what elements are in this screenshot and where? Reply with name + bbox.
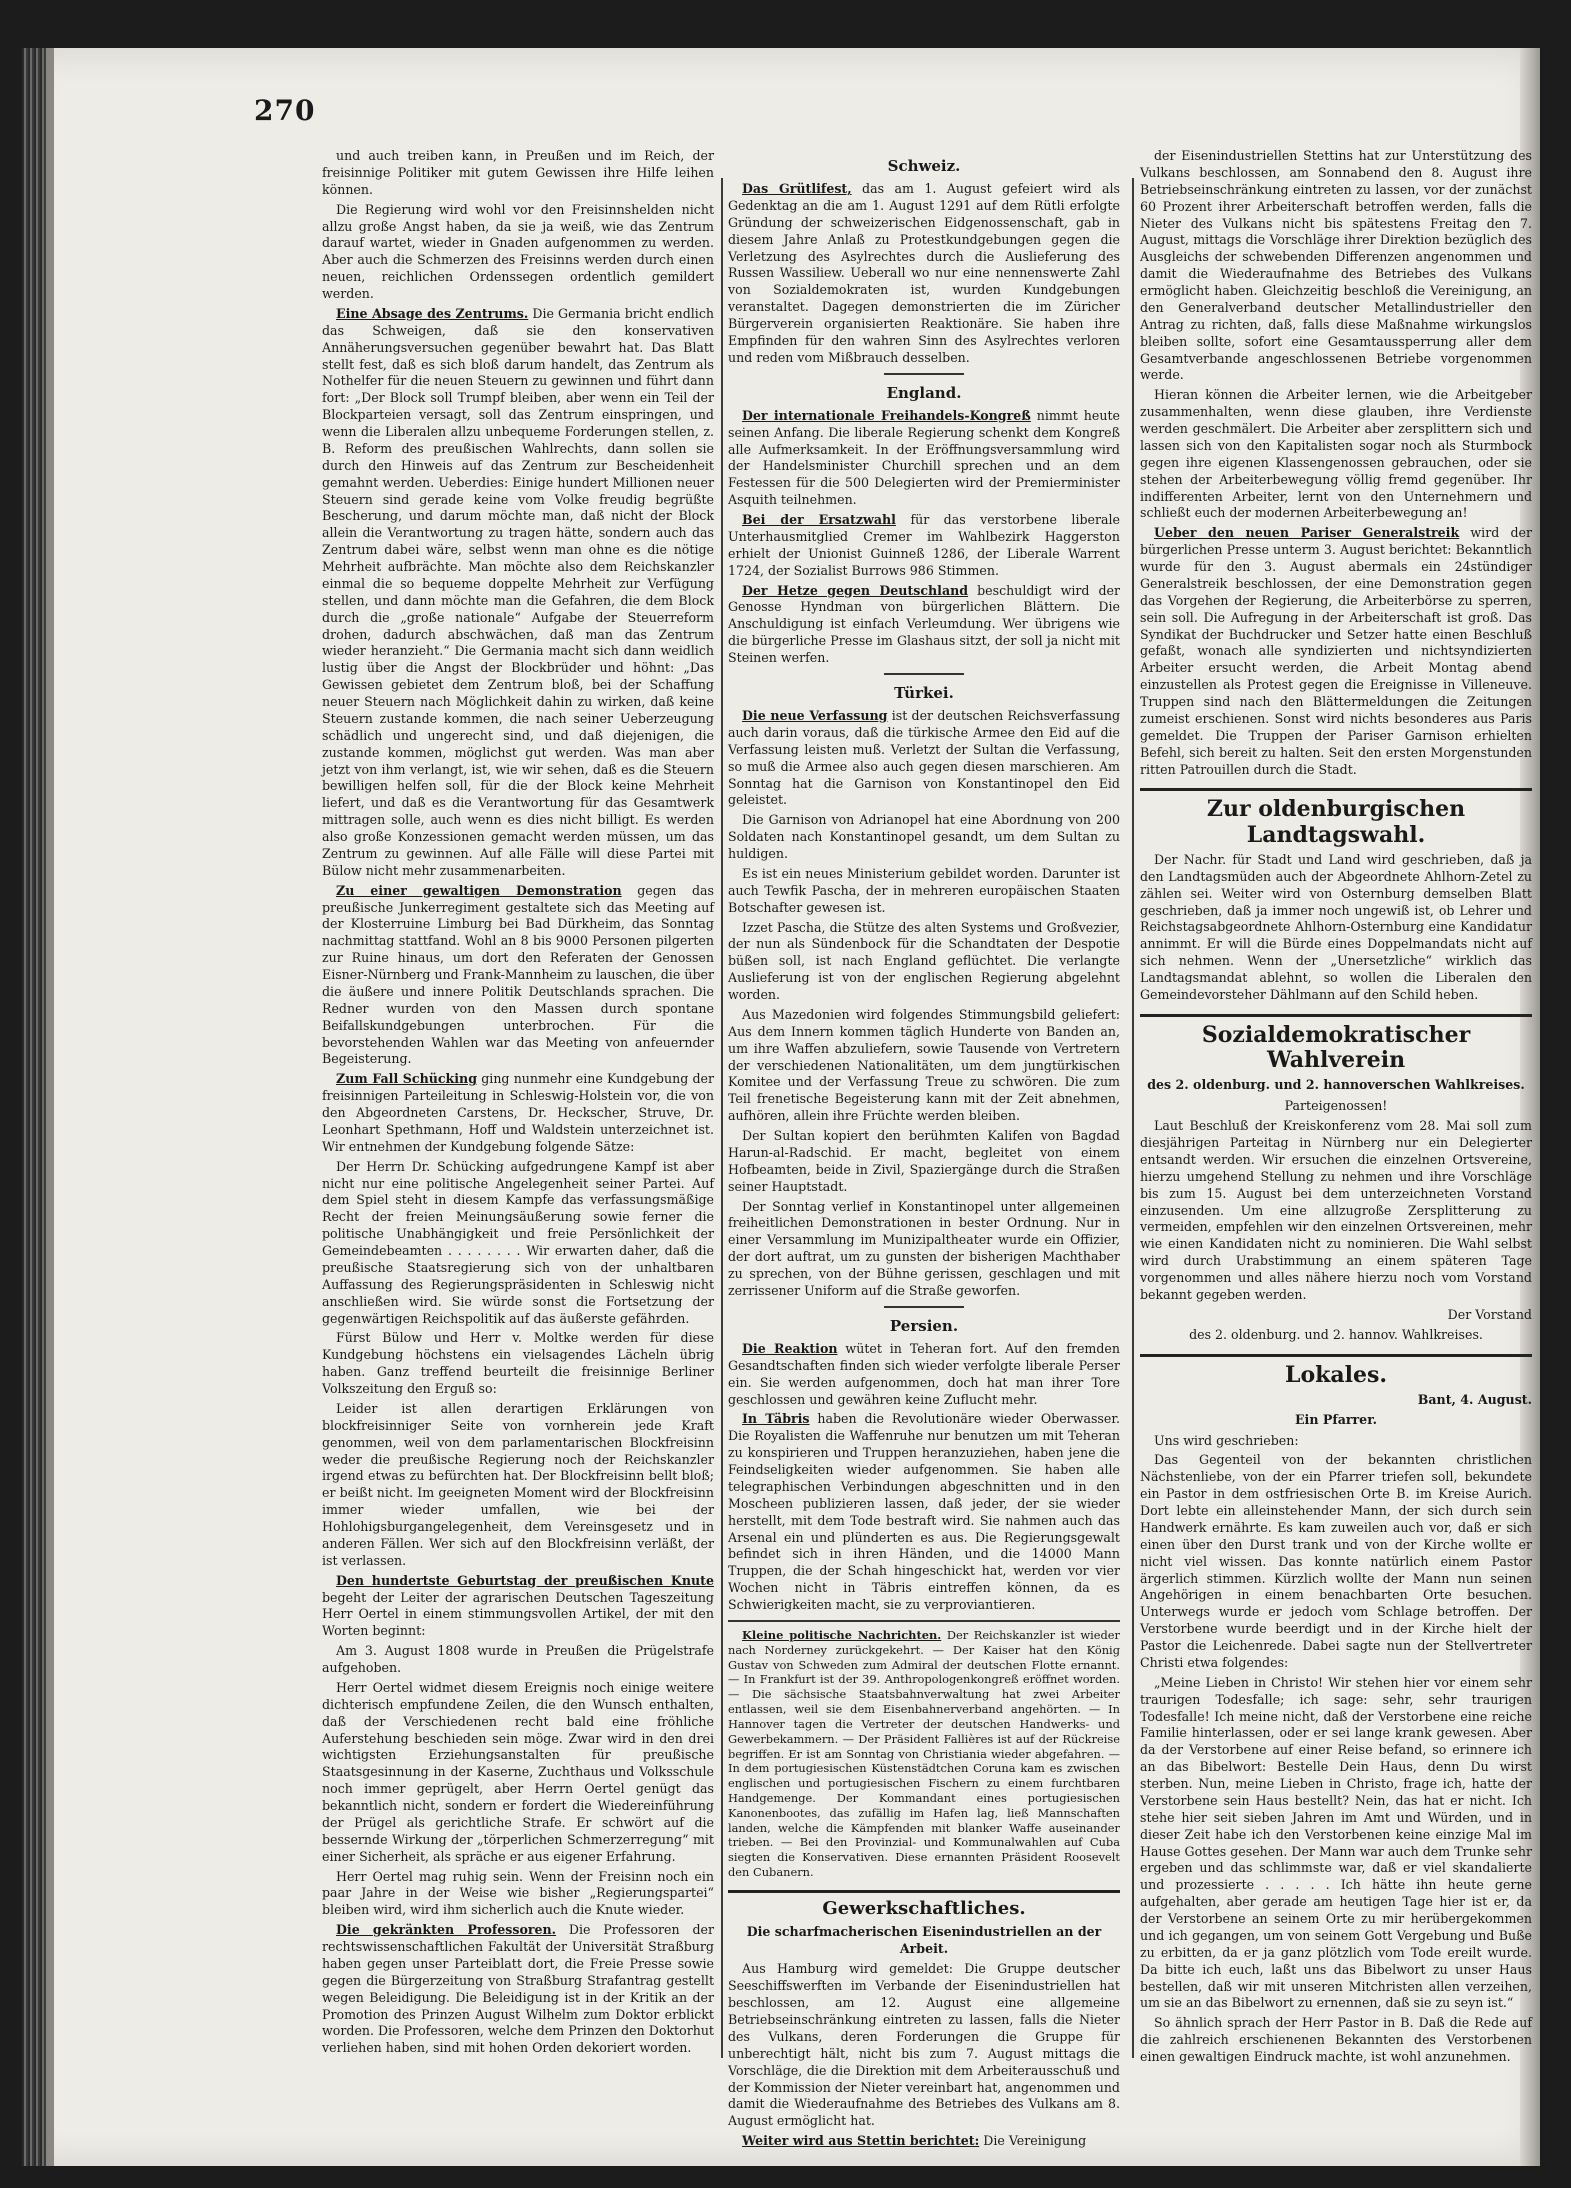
article-text: „Meine Lieben in Christo! Wir stehen hier vor einem sehr traurigen Todesfalle; ich sage: sehr, sehr traurigen Todesfalle! Ich meine nicht, daß der Verstorbene eine reiche Familie hinterlassen, oder er sei lange krank gewesen. Aber da der Verstorbene auf einer Reise befand, so erinnere ich an das Bibelwort: Bestelle Dein Haus, denn Du wirst sterben. Nun, meine Lieben in Christo, frage ich, hatte der Verstorbene sein Haus bestellt? Nein, das hat er nicht. Ich stehe hier seit sieben Jahren im Amt und Würden, und in dieser Zeit habe ich den Verstorbenen keine einzige Mal im Hause Gottes gesehen. Der Mann war auch dem Trunke sehr ergeben und das schlimmste war, daß er viel skandalierte und prozessierte . . . . . Ich hätte ihn heute gerne aufgehalten, aber gerade am heutigen Tage hier ist er, da der Verstorbene an seinem Orte zu mir herübergekommen und ich gegangen, um von seinem Gott Vergebung und Buße zu erbitten, da er ja ganz plötzlich vom Tode ereilt wurde. Da bitte ich euch, laßt uns das Bibelwort zu unser Haus bestellen, daß wir mit unseren Mitchristen allen verzeihen, um sie an das Bibelwort zu ernennen, daß sie zu seyn ist.“ [1140, 1674, 1532, 2011]
column-3 [1140, 148, 1532, 2065]
section-heading-landtagswahl: Zur oldenburgischen Landtagswahl. [1140, 788, 1532, 848]
article-text: ist der deutschen Reichsverfassung auch darin voraus, daß die türkische Armee den Eid auf die Verfassung leisten muß. Verletzt der Sultan die Verfassung, so muß die Armee also auch gegen diesen marschieren. Am Sonntag hat die Garnison von Konstantinopel den Eid geleistet. [728, 708, 1121, 808]
binding-edge [22, 48, 46, 2166]
article-text: beschuldigt wird der Genosse Hyndman von bürgerlichen Blättern. Die Anschuldigung ist einfach Verleumdung. Wer übrigens wie die bürgerliche Presse im Glashaus sitzt, der soll ja nicht mit Steinen werfen. [728, 582, 1120, 666]
article-paragraph [728, 1961, 1120, 2130]
section-divider [728, 1620, 1120, 1622]
article-text: Der Sultan kopiert den berühmten Kalifen von Bagdad Harun-al-Radschid. Er macht, begleitet von einem Hofbeamten, beide in Zivil, Spaziergänge durch die Straßen seiner Hauptstadt. [728, 1128, 1120, 1194]
article-text: Izzet Pascha, die Stütze des alten Systems und Großvezier, der nun als Sündenbock für die Schandtaten der Despotie büßen soll, ist nach England geflüchtet. Die verlangte Auslieferung ist von der englischen Regierung abgelehnt worden. [728, 919, 1120, 1003]
article-text: Der Herrn Dr. Schücking aufgedrungene Kampf ist aber nicht nur eine politische Angelegenheit seiner Partei. Auf dem Spiel steht in diesem Kampfe das verfassungsmäßige Recht der freien Meinungsäußerung sowie ferner die politische Unabhängigkeit und freie Persönlichkeit der Gemeindebeamten . . . . . . . . Wir erwarten daher, daß die preußische Staatsregierung sich von der unhaltbaren Auffassung des Regierungspräsidenten in Schleswig nicht anschließen wird. Sie würde sonst die Fortsetzung der gegenwärtigen Reichspolitik auf das äußerste gefährden. [322, 1158, 714, 1326]
wahlverein-subheading: des 2. oldenburg. und 2. hannoverschen Wahlkreises. [1147, 1077, 1525, 1093]
article-paragraph [1140, 148, 1532, 384]
article-text: gegen das preußische Junkerregiment gestaltete sich das Meeting auf der Klosterruine Limburg bei Bad Dürkheim, das Sonntag nachmittag stattfand. Wohl an 8 bis 9000 Personen pilgerten zur Ruine hinaus, um dort den Referaten der Genossen Eisner-Nürnberg und Frank-Mannheim zu lauschen, die über die äußere und innere Politik Deutschlands sprachen. Die Redner wurden von den Massen durch spontane Beifallskundgebungen unterbrochen. Für die bevorstehenden Wahlen war das Meeting von anfeuernder Begeisterung. [322, 882, 714, 1067]
article-text: Das Gegenteil von der bekannten christlichen Nächstenliebe, von der ein Pfarrer triefen soll, bekundete ein Pastor in dem ostfriesischen Orte B. im Kreise Aurich. Dort lebte ein alleinstehender Mann, der sich durch sein Handwerk ernährte. Es kam zuweilen auch vor, daß er sich einen über den Durst trank und von der Kirche wollte er nicht viel wissen. Das konnte natürlich einem Pastor ärgerlich stimmen. Kürzlich wollte der Mann nun seinen Angehörigen in einem benachbarten Orte besuchen. Unterwegs wurde er jedoch vom Schlage betroffen. Der Verstorbene wurde beerdigt und in der Kirche hielt der Pastor die Leichenrede. Dabei sagte nun der Stellvertreter Christi etwa folgendes: [1140, 1452, 1532, 1670]
article-lead: In Täbris [742, 1411, 810, 1427]
section-schweiz [728, 181, 1120, 367]
article-lead: Zum Fall Schücking [336, 1071, 478, 1087]
article-lead: Die neue Verfassung [742, 708, 888, 724]
article-paragraph [728, 181, 1120, 367]
article-paragraph [728, 866, 1120, 917]
article-paragraph [322, 1869, 714, 1920]
wahlverein-signature-line: des 2. oldenburg. und 2. hannov. Wahlkreises. [1189, 1326, 1483, 1342]
article-paragraph [322, 202, 714, 303]
article-paragraph [322, 1573, 714, 1641]
article-lead: Die Reaktion [742, 1340, 838, 1356]
landtagswahl-text: Der Nachr. für Stadt und Land wird geschrieben, daß ja den Landtagsmüden auch der Abgeordnete Ahlhorn-Zetel zu zählen sei. Weiter wird von Osternburg demselben Blatt geschrieben, daß ja immer noch ungewiß ist, ob Lehrer und Reichstagsabgeordnete Ahlhorn-Osternburg eine Kandidatur annimmt. Er will die Bürde eines Doppelmandats nicht auf sich nehmen. Wenn der „Unersetzliche“ wirklich das Landtagsmandat ablehnt, so wollen die Liberalen den Gemeindevorsteher Dählmann auf den Schild heben. [1140, 851, 1532, 1002]
article-paragraph [1140, 2015, 1532, 2066]
article-text: nimmt heute seinen Anfang. Die liberale Regierung schenkt dem Kongreß alle Aufmerksamkeit. In der Eröffnungsversammlung wird der Handelsminister Churchill sprechen und an dem Festessen für die 500 Delegierten wird der Premierminister Asquith teilnehmen. [728, 407, 1120, 508]
article-lead: Das Grütlifest, [742, 181, 852, 197]
article-paragraph [728, 920, 1120, 1004]
column-2 [728, 148, 1121, 2149]
article-text: Leider ist allen derartigen Erklärungen von blockfreisinniger Seite von vornherein jede Kraft genommen, weil von dem parlamentarischen Blockfreisinn weder die preußische Regierung noch der Reichskanzler irgend etwas zu befürchten hat. Der Blockfreisinn bellt bloß; er beißt nicht. Im geeigneten Moment wird der Blockfreisinn immer wieder umfallen, wie bei der Hohlohigsburgangelegenheit, dem Vereinsgesetz und in anderen Fällen. Wer sich auf den Blockfreisinn verläßt, der ist verlassen. [322, 1400, 714, 1568]
section-divider [884, 673, 964, 675]
article-paragraph [728, 583, 1120, 667]
article-lead: Ueber den neuen Pariser Generalstreik [1154, 525, 1460, 541]
article-paragraph [728, 708, 1120, 809]
article-text: Die Garnison von Adrianopel hat eine Abordnung von 200 Soldaten nach Konstantinopel gesandt, um dem Sultan zu huldigen. [728, 812, 1120, 862]
section-tuerkei [728, 708, 1120, 1300]
article-text: ging nunmehr eine Kundgebung der freisinnigen Parteileitung in Schleswig-Holstein vor, die von den Abgeordneten Carstens, Dr. Heckscher, Struve, Dr. Leonhart Spethmann, Hoff und Waldstein unterzeichnet ist. Wir entnehmen der Kundgebung folgende Sätze: [322, 1071, 714, 1154]
article-text: wird der bürgerlichen Presse unterm 3. August berichtet: Bekanntlich wurde für den 3. August abermals ein 24stündiger Generalstreik beschlossen, der eine Demonstration gegen das Vorgehen der Regierung, die Arbeiterbörse zu sperren, sein soll. Die Aufregung in der Arbeiterschaft ist groß. Das Syndikat der Buchdrucker und Setzer hatte einen Beschluß gefaßt, wonach alle syndizierten und nichtsyndizierten Arbeiter ersucht werden, die Arbeit Montag abend einzustellen als Protest gegen die Ereignisse in Villeneuve. Truppen sind nach den Blättermeldungen die Zeitungen zumeist erschienen. Sonst wird nichts besonderes aus Paris gemeldet. Die Truppen der Pariser Garnison erhielten Befehl, sich bereit zu halten. Seit den ersten Morgenstunden ritten Patrouillen durch die Stadt. [1140, 525, 1532, 777]
article-text: So ähnlich sprach der Herr Pastor in B. Daß die Rede auf die zahlreich erschienenen Bekannten des Verstorbenen einen gewaltigen Eindruck machte, ist wohl anzunehmen. [1140, 2015, 1532, 2065]
article-paragraph [728, 1341, 1120, 1409]
article-lead: Bei der Ersatzwahl [742, 512, 896, 528]
lokales-subheading: Ein Pfarrer. [1294, 1411, 1378, 1427]
article-paragraph [322, 1071, 714, 1155]
section-heading-england: England. [886, 383, 962, 402]
section-england [728, 408, 1120, 667]
article-paragraph [728, 408, 1120, 509]
section-divider [884, 1306, 964, 1308]
article-lead: Weiter wird aus Stettin berichtet: [742, 2133, 980, 2149]
section-lokales [1140, 1433, 1532, 2066]
kleine-nachrichten-text: Der Reichskanzler ist wieder nach Norderney zurückgekehrt. — Der Kaiser hat den König Gustav von Schweden zum Admiral der deutschen Flotte ernannt. — In Frankfurt ist der 39. Anthropologenkongreß eröffnet worden. — Die sächsische Staatsbahnverwaltung hat zwei Arbeiter entlassen, weil sie dem Eisenbahnerverband angehörten. — In Hannover tagen die Vertreter der deutschen Handwerks- und Gewerbekammern. — Der Präsident Fallières ist auf der Rückreise begriffen. Er ist am Sonntag von Christiania wieder abgefahren. — In dem portugiesischen Küstenstädtchen Coruna kam es zwischen englischen und portugiesischen Fischern zu einem furchtbaren Handgemenge. Der Kommandant eines portugiesischen Kanonenbootes, das zufällig im Hafen lag, ließ Mannschaften landen, welche die Kämpfenden mit blanker Waffe auseinander trieben. — Bei den Provinzial- und Kommunalwahlen auf Cuba siegten die Konservativen. Diese ernannten Präsident Roosevelt den Cubanern. [728, 1627, 1120, 1880]
article-paragraph [1140, 1452, 1532, 1671]
wahlverein-salutation: Parteigenossen! [1284, 1098, 1388, 1114]
article-paragraph [728, 2133, 1120, 2150]
section-divider [884, 373, 964, 375]
article-text: und auch treiben kann, in Preußen und im Reich, der freisinnige Politiker mit gutem Gewissen ihre Hilfe leihen können. [322, 148, 714, 197]
article-text: Die Regierung wird wohl vor den Freisinnshelden nicht allzu große Angst haben, da sie ja weiß, wie das Zentrum darauf wartet, wieder in Gnaden aufgenommen zu werden. Aber auch die Schmerzen des Freisinns werden durch einen neuen, reichlichen Ordenssegen ordentlich gemildert werden. [322, 201, 714, 301]
section-heading-persien: Persien. [889, 1316, 959, 1335]
section-heading-tuerkei: Türkei. [894, 683, 954, 702]
article-paragraph [322, 148, 714, 199]
article-paragraph [728, 1199, 1120, 1300]
article-paragraph [728, 1128, 1120, 1196]
section-subheading-gewerkschaftliches: Die scharfmacherischen Eisenindustriellen an der Arbeit. [746, 1923, 1102, 1956]
binding-edge-inner [46, 48, 54, 2166]
article-text: Hieran können die Arbeiter lernen, wie die Arbeitgeber zusammenhalten, wenn diese glauben, ihre Verdienste werden geschmälert. Die Arbeiter aber zersplittern sich und lassen sich von den Kapitalisten sogar noch als Sturmbock gegen ihre eigenen Klassengenossen gebrauchen, oder sie stehen der Arbeiterbewegung völlig fremd gegenüber. Ihr indifferenten Arbeiter, lernt von den Unternehmern und schließt euch der modernen Arbeiterbewegung an! [1140, 387, 1532, 521]
article-text: das am 1. August gefeiert wird als Gedenktag an die am 1. August 1291 auf dem Rütli erfolgte Gründung der schweizerischen Eidgenossenschaft, gab in diesem Jahre Anlaß zu Protestkundgebungen gegen die Verletzung des Asylrechtes durch die Auslieferung des Russen Wassiliew. Ueberall wo nur eine nennenswerte Zahl von Sozialdemokraten ist, wurden Kundgebungen veranstaltet. Dagegen demonstrierten die im Züricher Bürgerverein organisierten Reaktionäre. Sie haben ihre Empfinden für den wahren Sinn des Asylrechtes verloren und reden vom Mißbrauch desselben. [728, 181, 1120, 365]
article-text: Die Vereinigung [983, 2133, 1087, 2149]
article-paragraph [1140, 387, 1532, 522]
article-text: Am 3. August 1808 wurde in Preußen die Prügelstrafe aufgehoben. [322, 1643, 714, 1675]
column-rule [1132, 178, 1134, 2058]
article-paragraph [728, 812, 1120, 863]
article-lead: Zu einer gewaltigen Demonstration [336, 882, 622, 898]
section-gewerkschaftliches [728, 1961, 1120, 2150]
section-heading-gewerkschaftliches: Gewerkschaftliches. [728, 1890, 1120, 1920]
lokales-dateline: Bant, 4. August. [1417, 1391, 1532, 1407]
wahlverein-text: Laut Beschluß der Kreiskonferenz vom 28. Mai soll zum diesjährigen Parteitag in Nürnberg nur ein Delegierter entsandt werden. Wir ersuchen die einzelnen Ortsvereine, hierzu umgehend Stellung zu nehmen und ihre Vorschläge bis zum 15. August bei dem unterzeichneten Vorstand einzusenden. Um eine allzugroße Zersplitterung zu vermeiden, empfehlen wir den einzelnen Ortsvereinen, mehr wie einen Kandidaten nicht zu nominieren. Die Wahl selbst wird durch Urabstimmung an einem späteren Tage vorgenommen und alles nähere hierzu noch vom Vorstand bekannt gegeben werden. [1140, 1118, 1532, 1302]
article-text: Aus Hamburg wird gemeldet: Die Gruppe deutscher Seeschiffswerften im Verbande der Eisenindustriellen hat beschlossen, am 12. August eine allgemeine Betriebseinschränkung eintreten zu lassen, falls die Nieter des Vulkans, deren Forderungen die Gruppe für unberechtigt hält, nicht bis zum 7. August mittags die Vorschläge, die die Direktion mit dem Arbeiterausschuß und der Kommission der Nieter vereinbart hat, angenommen und damit die Wiederaufnahme des Betriebes des Vulkans am 8. August ermöglicht hat. [728, 1961, 1120, 2129]
wahlverein-signature: Der Vorstand [1447, 1306, 1532, 1322]
article-paragraph [322, 1401, 714, 1570]
article-paragraph [322, 306, 714, 880]
article-text: Herr Oertel widmet diesem Ereignis noch einige weitere dichterisch empfundene Zeilen, die den Wunsch enthalten, daß der Verschiedenen recht bald eine fröhliche Auferstehung beschieden sein möge. Zwar wird in den drei wichtigsten Erziehungsanstalten für preußische Staatsgesinnung in der Kaserne, Zuchthaus und Volksschule noch immer geprügelt, aber Herrn Oertel genügt das bekanntlich nicht, sondern er fordert die Wiedereinführung der Prügel als gerichtliche Strafe. Er schwört auf die bessernde Wirkung der „törperlichen Schmerzerregung“ mit einer Sicherheit, als spräche er aus eigener Erfahrung. [322, 1679, 714, 1864]
article-text: Die Professoren der rechtswissenschaftlichen Fakultät der Universität Straßburg haben gegen unser Parteiblatt dort, die Freie Presse sowie gegen die Bürgerzeitung von Straßburg Strafantrag gestellt wegen Beleidigung. Die Beleidigung ist in der Kritik an der Promotion des Prinzen August Wilhelm zum Doktor erblickt worden. Die Professoren, welche dem Prinzen den Doktorhut verliehen haben, sind mit hohen Orden dekoriert worden. [322, 1922, 714, 2056]
article-lead: Eine Absage des Zentrums. [336, 305, 529, 321]
article-text: wütet in Teheran fort. Auf den fremden Gesandtschaften finden sich wieder verfolgte liberale Perser ein. Sie werden aufgenommen, doch hat man ihrer Tore geschlossen und gewähren keine Zuflucht mehr. [728, 1340, 1120, 1407]
page-number: 270 [254, 94, 316, 127]
article-text: Uns wird geschrieben: [1154, 1432, 1299, 1448]
article-paragraph [1140, 525, 1532, 778]
column-1 [322, 148, 714, 2056]
newspaper-page [22, 48, 1540, 2166]
article-text: Fürst Bülow und Herr v. Moltke werden für diese Kundgebung höchstens ein vielsagendes Lächeln übrig haben. Ganz treffend beurteilt die freisinnige Berliner Volkszeitung den Erguß so: [322, 1330, 714, 1396]
article-paragraph [322, 1330, 714, 1398]
kleine-nachrichten-lead: Kleine politische Nachrichten. [742, 1627, 942, 1642]
article-paragraph [322, 1643, 714, 1677]
article-paragraph [1140, 1433, 1532, 1450]
article-text: Es ist ein neues Ministerium gebildet worden. Darunter ist auch Tewfik Pascha, der in mehreren europäischen Staaten Botschafter gewesen ist. [728, 865, 1120, 915]
section-heading-wahlverein: Sozialdemokratischer Wahlverein [1140, 1014, 1532, 1074]
article-paragraph [728, 1411, 1120, 1614]
article-paragraph [322, 1922, 714, 2057]
article-lead: Den hundertste Geburtstag der preußischen Knute [336, 1572, 714, 1588]
section-heading-schweiz: Schweiz. [887, 157, 961, 175]
article-paragraph [728, 1007, 1120, 1125]
article-text: für das verstorbene liberale Unterhausmitglied Cremer im Wahlbezirk Haggerston erhielt der Unionist Guinneß 1286, der Liberale Warrent 1724, der Sozialist Burrows 986 Stimmen. [728, 512, 1120, 578]
article-paragraph [1140, 1675, 1532, 2013]
article-text: Die Germania bricht endlich das Schweigen, daß sie den konservativen Annäherungsversuchen gegenüber bewahrt hat. Das Blatt stellt fest, daß es sich bloß darum handelt, das Zentrum als Nothelfer für die neuen Steuern zu gewinnen und führt dann fort: „Der Block soll Trumpf bleiben, aber wenn ein Teil der Blockparteien versagt, soll das Zentrum einspringen, und wenn die Liberalen allzu unbequeme Forderungen stellen, z. B. Reform des preußischen Wahlrechts, dann sollen sie durch den Hinweis auf das Zentrum zur Bescheidenheit gemahnt werden. Ueberdies: Einige hundert Millionen neuer Steuern sind gerade keine vom Volke freudig begrüßte Bescherung, und darum möchte man, daß nicht der Block allein die Verantwortung zu tragen hätte, sondern auch das Zentrum dabei wäre, selbst wenn man ohne es die nötige Mehrheit aufbrächte. Man möchte also dem Reichskanzler einmal die so bequeme doppelte Mehrheit zur Verfügung stellen, und dann möchte man die Gefahren, die dem Block durch die „große nationale“ Aufgabe der Steuerreform drohen, dadurch abschwächen, daß man das Zentrum wieder heranzieht.“ Die Germania macht sich dann weidlich lustig über die Angst der Blockbrüder und höhnt: „Das Gewissen gebietet dem Zentrum bloß, bei der Schaffung neuer Steuern nach Möglichkeit dahin zu wirken, daß keine Steuern zustande kommen, die nach seiner Ueberzeugung schädlich und ungerecht sind, und daß diejenigen, die zustande kommen, möglichst gut werden. Was man aber jetzt von ihm verlangt, ist, wie wir sehen, daß es die Steuern bewilligen helfen soll, für die der Block keine Mehrheit liefert, und daß es die Verantwortung für das Gesamtwerk mittragen solle, auch wenn es dies nicht billigt. Es werden also große Konzessionen gemacht werden müssen, um das Zentrum zu gewinnen. Auf alle Fälle will diese Partei mit Bülow nicht mehr zusammenarbeiten. [322, 305, 714, 878]
section-persien [728, 1341, 1120, 1614]
article-lead: Die gekränkten Professoren. [336, 1922, 557, 1938]
article-text: Der Sonntag verlief in Konstantinopel unter allgemeinen freiheitlichen Demonstrationen in bester Ordnung. Nur in einer Versammlung im Munizipaltheater wurde ein Offizier, der dort auftrat, um zu gunsten der bisherigen Machthaber zu sprechen, von der Bühne gerissen, geschlagen und mit zerrissener Uniform auf die Straße geworfen. [728, 1198, 1120, 1298]
kleine-nachrichten [728, 1628, 1120, 1880]
section-heading-lokales: Lokales. [1140, 1354, 1532, 1388]
column-rule [721, 178, 723, 2058]
article-paragraph [322, 1159, 714, 1328]
article-paragraph [728, 512, 1120, 580]
article-text: Herr Oertel mag ruhig sein. Wenn der Freisinn noch ein paar Jahre in der Weise wie bisher „Regierungspartei“ bleiben wird, wird ihm sicherlich auch die Knute wieder. [322, 1868, 714, 1918]
article-text: Aus Mazedonien wird folgendes Stimmungsbild geliefert: Aus dem Innern kommen täglich Hunderte von Banden an, um ihre Waffen abzuliefern, sowie Tausende von Vertretern der verschiedenen Nationalitäten, um dem jungtürkischen Komitee und der Verfassung Treue zu schwören. Die zum Teil frenetische Begeisterung kann mit der Zeit abnehmen, aufhören, allein ihre Früchte werden bleiben. [728, 1006, 1120, 1124]
article-paragraph [322, 1680, 714, 1866]
article-text: haben die Revolutionäre wieder Oberwasser. Die Royalisten die Waffenruhe nur benutzen um mit Teheran zu konspirieren und Truppen heranzuziehen, haben jene die Feindseligkeiten wieder aufgenommen. Sie haben alle telegraphischen Verbindungen abgeschnitten und in den Moscheen publizieren lassen, daß jeder, der sie wieder herstellt, mit dem Tode bestraft wird. Sie nahmen auch das Arsenal ein und plünderten es aus. Die Regierungsgewalt befindet sich in ihren Händen, und die 14000 Mann Truppen, die der Schah hingeschickt hat, werden vor vier Wochen nicht in Täbris eintreffen können, da es Schwierigkeiten macht, sie zu verproviantieren. [728, 1411, 1120, 1612]
article-paragraph [322, 883, 714, 1069]
article-text: begeht der Leiter der agrarischen Deutschen Tageszeitung Herr Oertel in einem stimmungsvollen Artikel, der mit den Worten beginnt: [322, 1589, 714, 1639]
article-lead: Der Hetze gegen Deutschland [742, 582, 969, 598]
article-lead: Der internationale Freihandels-Kongreß [742, 407, 1031, 423]
column-3-continuation [1140, 148, 1532, 778]
article-text: der Eisenindustriellen Stettins hat zur Unterstützung des Vulkans beschlossen, am Sonnabend den 8. August ihre Betriebseinschränkung eintreten zu lassen, vor der zunächst 60 Prozent ihrer Arbeiterschaft betroffen werden, falls die Nieter des Vulkans nicht bis spätestens Freitag den 7. August, mittags die Vorschläge ihrer Direktion bezüglich des Ausgleichs der schwebenden Differenzen angenommen und damit die Wiederaufnahme des Betriebes des Vulkans ermöglicht haben. Gleichzeitig beschloß die Vereinigung, an den Generalverband deutscher Metallindustrieller den Antrag zu richten, daß, falls diese Maßnahme wirkungslos bleiben sollte, sofort eine Gesamtaussperrung aller dem Gesamtverbande angeschlossenen Betriebe vorgenommen werde. [1140, 148, 1532, 383]
